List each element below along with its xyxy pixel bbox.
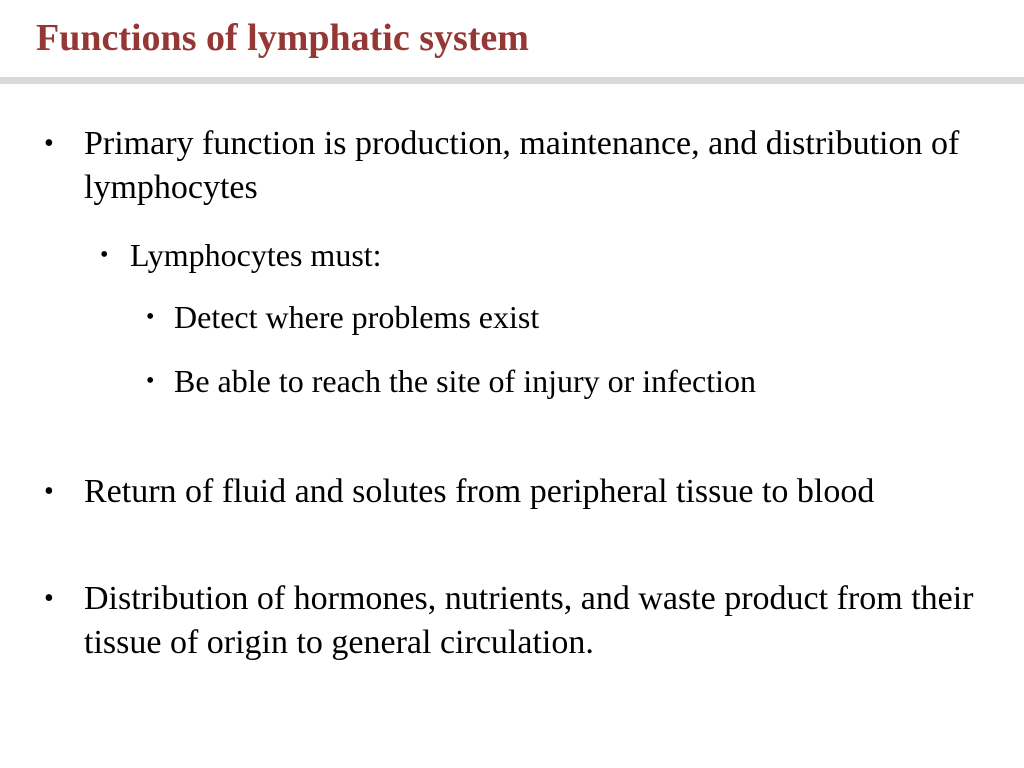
- bullet-item-return-fluid: [44, 470, 1004, 514]
- bullet-item-detect-problems: [146, 296, 874, 338]
- bullet-marker: •: [44, 128, 54, 159]
- slide-title: Functions of lymphatic system: [36, 17, 529, 59]
- bullet-marker: •: [44, 476, 54, 507]
- bullet-marker: •: [146, 368, 155, 394]
- bullet-item-lymphocytes-must: [100, 234, 990, 276]
- bullet-item-reach-site: [146, 360, 874, 402]
- bullet-item-primary-function: [44, 122, 1004, 210]
- bullet-marker: •: [44, 583, 54, 614]
- bullet-text: Primary function is production, maintenance, and distribution of lymphocytes: [84, 125, 960, 206]
- bullet-text: Be able to reach the site of injury or infection: [174, 363, 757, 399]
- bullet-text: Detect where problems exist: [174, 299, 540, 335]
- bullet-text: Return of fluid and solutes from peripheral tissue to blood: [84, 473, 875, 510]
- bullet-marker: •: [146, 304, 155, 330]
- bullet-item-distribution-hormones: [44, 577, 1004, 665]
- bullet-marker: •: [100, 242, 109, 268]
- bullet-text: Lymphocytes must:: [130, 237, 382, 273]
- bullet-text: Distribution of hormones, nutrients, and waste product from their tissue of origin to general circulation.: [84, 580, 974, 661]
